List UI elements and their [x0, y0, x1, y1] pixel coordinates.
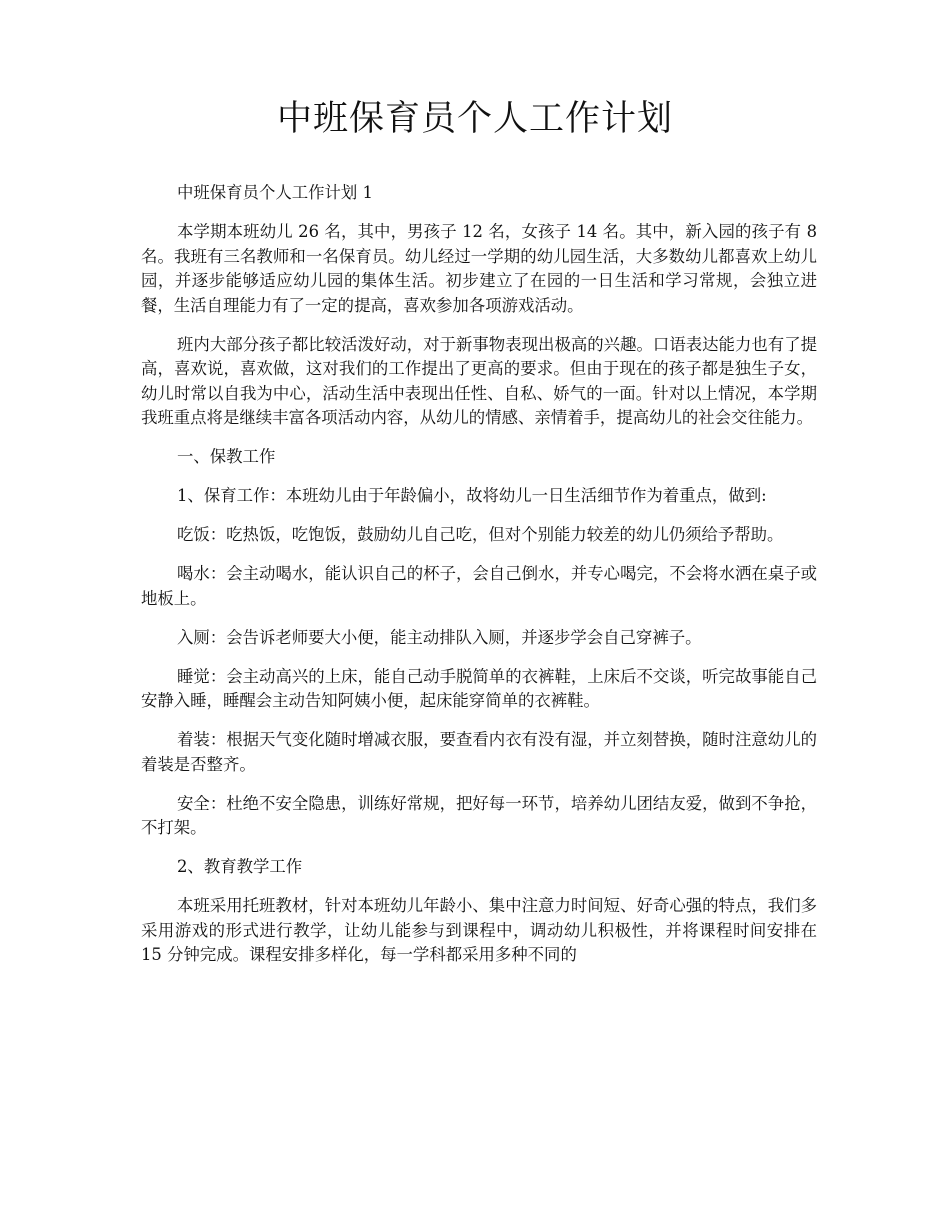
paragraph-sleeping: 睡觉：会主动高兴的上床，能自己动手脱简单的衣裤鞋，上床后不交谈，听完故事能自己安静入睡，睡醒会主动告知阿姨小便，起床能穿简单的衣裤鞋。 [141, 666, 817, 710]
paragraph-teaching-method: 本班采用托班教材，针对本班幼儿年龄小、集中注意力时间短、好奇心强的特点，我们多采用游戏的形式进行教学，让幼儿能参与到课程中，调动幼儿积极性，并将课程时间安排在 15 分钟完成。课程安排多样化，每一学科都采用多种不同的 [141, 896, 817, 964]
document-body [141, 181, 817, 982]
paragraph-dressing: 着装：根据天气变化随时增减衣服，要查看内衣有没有湿，并立刻替换，随时注意幼儿的着装是否整齐。 [141, 730, 817, 774]
paragraph-toileting: 入厕：会告诉老师要大小便，能主动排队入厕，并逐步学会自己穿裤子。 [177, 627, 702, 647]
section-heading-teaching: 2、教育教学工作 [177, 857, 303, 876]
section-heading-care-education: 一、保教工作 [177, 447, 276, 466]
paragraph-care-work: 1、保育工作：本班幼儿由于年龄偏小，故将幼儿一日生活细节作为着重点，做到: [177, 486, 767, 505]
paragraph-drinking: 喝水：会主动喝水，能认识自己的杯子，会自己倒水，并专心喝完，不会将水洒在桌子或地板上。 [141, 564, 817, 608]
paragraph-eating: 吃饭：吃热饭，吃饱饭，鼓励幼儿自己吃，但对个别能力较差的幼儿仍须给予帮助。 [177, 525, 784, 544]
paragraph-class-characteristics: 班内大部分孩子都比较活泼好动，对于新事物表现出极高的兴趣。口语表达能力也有了提高，喜欢说，喜欢做，这对我们的工作提出了更高的要求。但由于现在的孩子都是独生子女，幼儿时常以自我为中心，活动生活中表现出任性、自私、娇气的一面。针对以上情况，本学期我班重点将是继续丰富各项活动内容，从幼儿的情感、亲情着手，提高幼儿的社会交往能力。 [141, 334, 817, 427]
section-subtitle: 中班保育员个人工作计划 1 [177, 183, 373, 202]
paragraph-class-overview: 本学期本班幼儿 26 名，其中，男孩子 12 名，女孩子 14 名。其中，新入园的孩子有 8 名。我班有三名教师和一名保育员。幼儿经过一学期的幼儿园生活，大多数幼儿都喜欢上幼儿园，并逐步能够适应幼儿园的集体生活。初步建立了在园的一日生活和学习常规，会独立进餐，生活自理能力有了一定的提高，喜欢参加各项游戏活动。 [141, 222, 817, 315]
paragraph-safety: 安全：杜绝不安全隐患，训练好常规，把好每一环节，培养幼儿团结友爱，做到不争抢，不打架。 [141, 793, 817, 837]
document-title: 中班保育员个人工作计划 [276, 99, 673, 139]
